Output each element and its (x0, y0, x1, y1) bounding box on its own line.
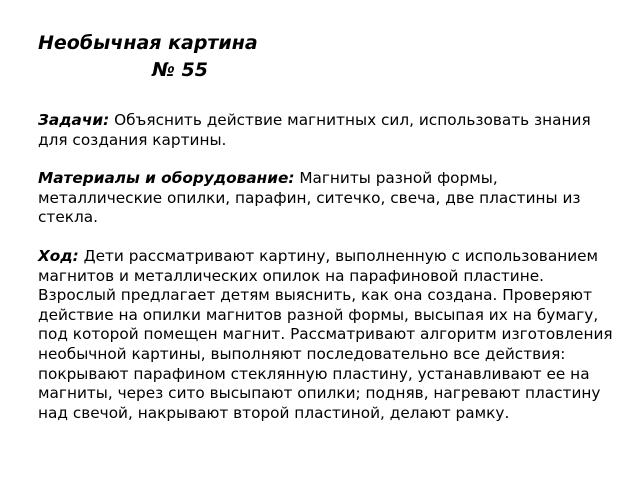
materials-label: Материалы и оборудование: (38, 169, 295, 188)
page-title (38, 30, 618, 84)
materials-text: Магниты разной формы, металлические опилки, парафин, ситечко, свеча, две пластины из стекла. (38, 169, 581, 227)
tasks-text: Объяснить действие магнитных сил, использовать знания для создания картины. (38, 111, 591, 149)
materials-paragraph (38, 169, 618, 228)
process-paragraph (38, 247, 618, 423)
title-line-2: № 55 (152, 59, 208, 81)
title-line-1: Необычная картина (38, 32, 258, 54)
tasks-paragraph (38, 111, 618, 150)
slide-content (38, 30, 618, 423)
process-text: Дети рассматривают картину, выполненную с использованием магнитов и металлических опилок на парафиновой пластине. Взрослый предлагает детям выяснить, как она создана. Проверяют действие на опилки магнитов разной формы, высыпая их на бумагу, под которой помещен магнит. Рассматривают алгоритм изготовления необычной картины, выполняют последовательно все действия: покрывают парафином стеклянную пластину, устанавливают ее на магниты, через сито высыпают опилки; подняв, нагревают пластину над свечой, накрывают второй пластиной, делают рамку. (38, 246, 613, 422)
process-label: Ход: (38, 246, 79, 265)
tasks-label: Задачи: (38, 111, 110, 129)
